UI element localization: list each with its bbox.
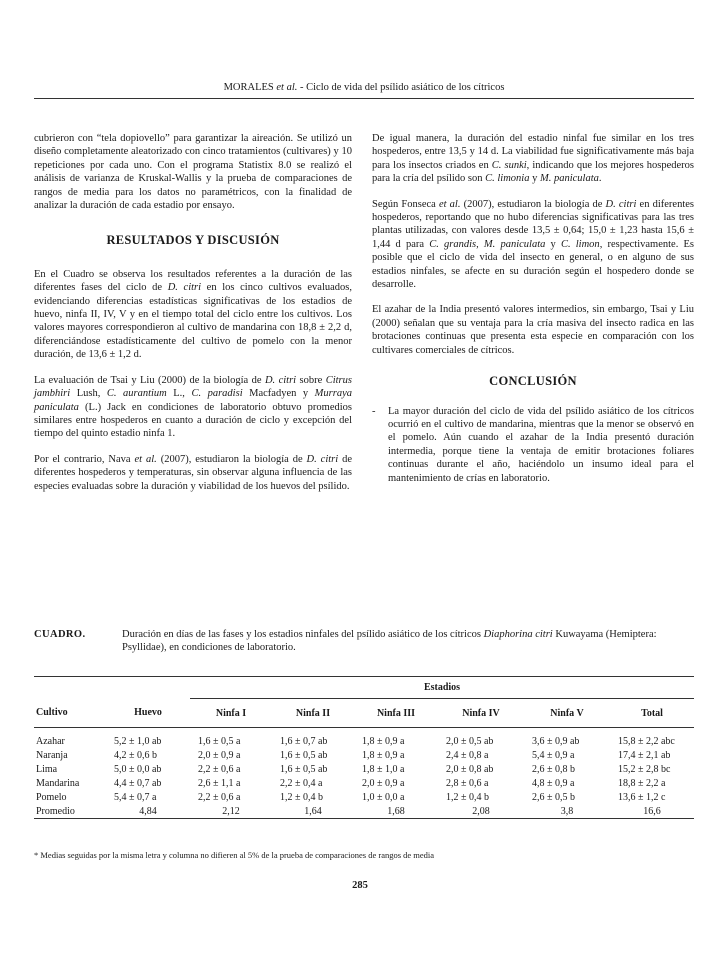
discussion-paragraph-1 [372, 132, 694, 186]
text-run: y [529, 173, 540, 185]
results-paragraph-3 [34, 453, 352, 493]
text-run: Lush, [70, 388, 107, 400]
etal: et al. [438, 198, 461, 210]
results-heading: RESULTADOS Y DISCUSIÓN [106, 233, 280, 248]
text-run: En el Cuadro se observa los resultados referentes a la duración de las diferentes fases del ciclo de [34, 268, 352, 294]
text-run: Kuwayama (Hemiptera: Psyllidae), en condiciones de laboratorio. [122, 629, 657, 654]
species-name: C. limon [560, 238, 600, 250]
text-run: (2007), estudiaron la biología de [156, 453, 307, 465]
table-column-header: Ninfa V [524, 699, 610, 728]
running-header [34, 82, 694, 96]
table-cell: 2,08 [438, 804, 524, 819]
table-cell: 1,6 ± 0,5 ab [280, 749, 328, 761]
species-name: Diaphorina citri [483, 629, 553, 640]
table-cell: 18,8 ± 2,2 a [618, 777, 666, 789]
table-cell: 1,0 ± 0,0 a [362, 791, 405, 803]
text-run: en los cinco cultivos evaluados, evidenciando diferencias estadísticas significativas de los estadios de huevo, ninfa II, IV, V y en el tiempo total del ciclo entre los cultivos. Los valores mayores correspondieron al cultivo de mandarina con 18,8 ± 2,2 d, diferenciándose estadísticamente del cultivo de pomelo con la menor duración, de 13,6 ± 1,2 d. [34, 282, 352, 361]
text-run: L., [166, 388, 192, 400]
text-run: en diferentes hospederos, reportando que no hubo diferencias significativas para las tres plantas utilizadas, con valores desde 13,5 ± 0,64; 15,0 ± 1,23 hasta 15,6 ± 1,44 d para [372, 198, 694, 250]
table-cell: 4,4 ± 0,7 ab [114, 777, 162, 789]
table-row [34, 790, 694, 804]
text-run: Macfadyen y [242, 388, 315, 400]
table-cell: 1,6 ± 0,7 ab [280, 735, 328, 747]
table-cell: 15,8 ± 2,2 abc [618, 735, 675, 747]
table-cell: 5,4 ± 0,7 a [114, 791, 157, 803]
methods-paragraph: cubrieron con “tela dopiovello” para garantizar la aireación. Se utilizó un diseño completamente aleatorizado con cinco tratamientos (cultivares) y 10 repeticiones por cada uno. Con el programa Statistix 8.0 se realizó el análisis de varianza de Kruskal-Wallis y la prueba de comparaciones de rangos de media para los datos no paramétricos, con la finalidad de analizar la duración de cada estadio por ensayo. [34, 133, 352, 212]
table-row [34, 734, 694, 748]
table-cell: 4,2 ± 0,6 b [114, 749, 157, 761]
discussion-paragraph-3: El azahar de la India presentó valores intermedios, sin embargo, Tsai y Liu (2000) señalan que su ventaja para la cría masiva del insecto radica en las brotaciones continuas que presenta esta especie en comparación con los cultivares comerciales de cítricos. [372, 304, 694, 356]
table-body [34, 728, 694, 819]
text-run: Según Fonseca [372, 198, 439, 210]
page-number: 285 [352, 880, 368, 891]
table-cell: 2,6 ± 0,8 b [532, 763, 575, 775]
table-cell: Promedio [34, 804, 106, 819]
table-cell: 16,6 [610, 804, 694, 819]
table-cell: Azahar [36, 735, 65, 747]
table-cell: 2,0 ± 0,8 ab [446, 763, 494, 775]
table-cell: 5,2 ± 1,0 ab [114, 735, 162, 747]
species-name: D. citri [167, 282, 202, 294]
table-cell: 2,2 ± 0,6 a [198, 791, 241, 803]
table-cell: 17,4 ± 2,1 ab [618, 749, 671, 761]
text-run: y [545, 238, 561, 250]
table-column-header: Huevo [106, 699, 190, 728]
species-name: C. grandis, M. paniculata [429, 238, 546, 250]
table-cell: Naranja [36, 749, 68, 761]
table-cell: 5,0 ± 0,0 ab [114, 763, 162, 775]
table-column-header: Ninfa I [190, 699, 272, 728]
table-group-header [190, 677, 694, 699]
text-run: de diferentes hospederos y temperaturas, sin observar alguna influencia de las especies evaluadas sobre la duración y viabilidad de los huevos del psílido. [34, 453, 352, 492]
table-cell: 5,4 ± 0,9 a [532, 749, 575, 761]
table-column-header: Ninfa IV [438, 699, 524, 728]
table-footnote: * Medias seguidas por la misma letra y columna no difieren al 5% de la prueba de comparaciones de rangos de media [34, 850, 435, 860]
text-run: , respectivamente. Es posible que el ciclo de vida del insecto en general, o en alguno de sus estadios ninfales, se afecte en su duración según el hospedero donde se desarrolle. [372, 238, 694, 291]
table-cell: 2,4 ± 0,8 a [446, 749, 489, 761]
header-title: - Ciclo de vida del psílido asiático de los cítricos [297, 82, 505, 93]
table-cell: 1,64 [272, 804, 354, 819]
text-run: (L.) Jack en condiciones de laboratorio obtuvo promedios similares entre hospederos en cuanto a duración de ciclo y excepción del tiempo del quinto estadio ninfa 1. [34, 401, 352, 440]
table-cell: 15,2 ± 2,8 bc [618, 763, 671, 775]
table-cell: Mandarina [36, 777, 80, 789]
table-cell: 3,8 [524, 804, 610, 819]
table-column-header: Cultivo [34, 699, 106, 728]
table-cell: 2,2 ± 0,4 a [280, 777, 323, 789]
table-cell: 4,84 [106, 804, 190, 819]
table-row [34, 804, 694, 819]
table-row [34, 776, 694, 790]
table-cell: 2,0 ± 0,9 a [362, 777, 405, 789]
table-cell: 2,8 ± 0,6 a [446, 777, 489, 789]
discussion-paragraph-2 [372, 198, 694, 292]
table-column-header: Total [610, 699, 694, 728]
table-cell: 2,12 [190, 804, 272, 819]
results-paragraph-1 [34, 268, 352, 362]
table-cell: 1,2 ± 0,4 b [280, 791, 323, 803]
table-cell: 1,6 ± 0,5 a [198, 735, 241, 747]
table-cell: 13,6 ± 1,2 c [618, 791, 666, 803]
conclusion-text: La mayor duración del ciclo de vida del psílido asiático de los cítricos ocurrió en el cultivo de mandarina, mientras que la menor se observó en el pomelo. Aún cuando el azahar de la India presentó duración intermedia, porque tiene la ventaja de emitir brotaciones foliares continuas durante el año, haciéndolo un insumo ideal para el mantenimiento de crías en laboratorio. [388, 405, 694, 484]
table-header-row [34, 699, 694, 728]
species-name: C. paradisi [191, 388, 243, 400]
species-name: D. citri [264, 374, 297, 386]
species-name: C. sunki [491, 159, 527, 171]
table-cell: 2,6 ± 0,5 b [532, 791, 575, 803]
table-cell: 1,6 ± 0,5 ab [280, 763, 328, 775]
species-name: Citrus jambhiri [34, 374, 352, 400]
text-run: La evaluación de Tsai y Liu (2000) de la biología de [34, 374, 265, 386]
table-cell: 1,8 ± 0,9 a [362, 749, 405, 761]
caption-text [122, 628, 694, 655]
text-run: Duración en días de las fases y los estadios ninfales del psílido asiático de los cítricos [122, 629, 484, 640]
table-row [34, 748, 694, 762]
etal: et al. [134, 453, 157, 465]
species-name: M. paniculata [539, 173, 599, 185]
table-cell: 2,0 ± 0,5 ab [446, 735, 494, 747]
table-cell: 4,8 ± 0,9 a [532, 777, 575, 789]
results-paragraph-2 [34, 374, 352, 441]
caption-label: CUADRO. [34, 629, 86, 640]
species-name: C. aurantium [106, 388, 167, 400]
text-run: sobre [296, 374, 326, 386]
list-dash: - [372, 405, 376, 417]
text-run: . [598, 173, 602, 185]
text-run: De igual manera, la duración del estadio ninfal fue similar en los tres hospederos, entre 13,5 y 14 d. La viabilidad fue significativamente más baja para los insectos criados en [372, 133, 694, 171]
species-name: C. limonia [485, 173, 530, 185]
conclusion-item [372, 405, 694, 485]
table-row [34, 762, 694, 776]
conclusion-heading: CONCLUSIÓN [489, 374, 577, 389]
table-cell: 1,68 [354, 804, 438, 819]
text-run: , indicando que los mejores hospederos para la cría del psílido son [372, 159, 694, 185]
text-run: (2007), estudiaron la biología de [460, 198, 606, 210]
table-group-blank [34, 677, 190, 699]
table-group-row [34, 677, 694, 699]
right-column [372, 132, 694, 485]
header-rule [34, 98, 694, 99]
table-cell: 1,8 ± 0,9 a [362, 735, 405, 747]
table-cell: 2,6 ± 1,1 a [198, 777, 241, 789]
results-table [34, 676, 694, 819]
species-name: D. citri [306, 453, 339, 465]
table-cell: 2,0 ± 0,9 a [198, 749, 241, 761]
table-column-header: Ninfa II [272, 699, 354, 728]
table-cell: 2,2 ± 0,6 a [198, 763, 241, 775]
table-cell: 1,8 ± 1,0 a [362, 763, 405, 775]
species-name: Murraya paniculata [34, 388, 352, 413]
left-column [34, 132, 352, 505]
table-cell: Pomelo [36, 791, 67, 803]
estadios-label: Estadios [423, 682, 461, 693]
header-author: MORALES [223, 82, 274, 93]
table-cell: 3,6 ± 0,9 ab [532, 735, 580, 747]
header-etal: et al. [276, 82, 298, 93]
table-cell: Lima [36, 763, 58, 775]
table-column-header: Ninfa III [354, 699, 438, 728]
species-name: D. citri [605, 198, 637, 210]
text-run: Por el contrario, Nava [34, 453, 135, 465]
table-cell: 1,2 ± 0,4 b [446, 791, 489, 803]
table-caption [34, 628, 694, 655]
